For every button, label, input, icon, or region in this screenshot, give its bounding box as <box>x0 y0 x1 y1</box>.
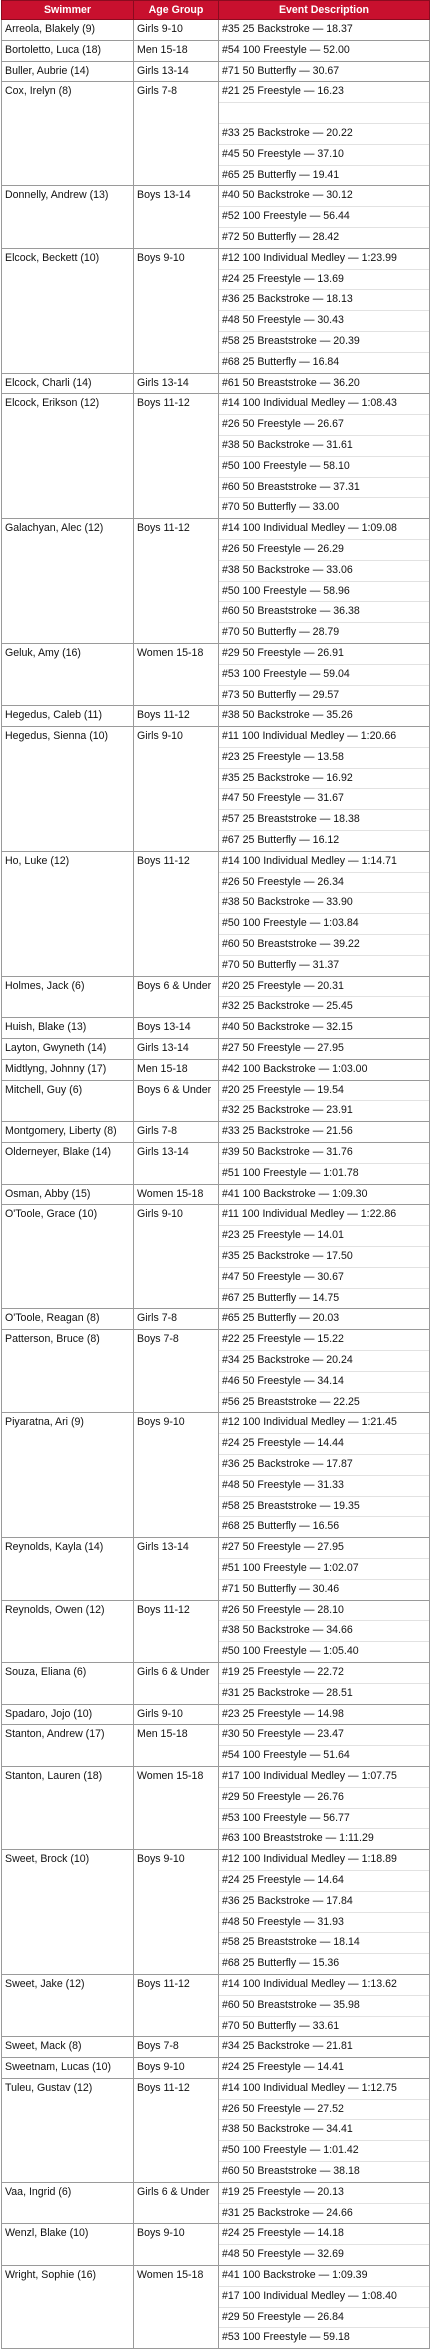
event-entry: #70 50 Butterfly — 33.00 <box>219 497 429 518</box>
event-entry: #48 50 Freestyle — 31.93 <box>219 1912 429 1933</box>
event-entry: #68 25 Butterfly — 15.36 <box>219 1953 429 1974</box>
age-group: Men 15-18 <box>134 1725 219 1767</box>
age-group: Girls 9-10 <box>134 727 219 852</box>
swimmer-name: Reynolds, Kayla (14) <box>2 1538 134 1600</box>
swimmer-name: Cox, Irelyn (8) <box>2 82 134 186</box>
event-entry: #38 50 Backstroke — 31.61 <box>219 435 429 456</box>
event-entry: #39 50 Backstroke — 31.76 <box>222 1146 353 1159</box>
swimmer-name: Geluk, Amy (16) <box>2 643 134 705</box>
table-header <box>2 1 430 20</box>
event-entry: #21 25 Freestyle — 16.23 <box>222 85 344 98</box>
age-group: Boys 11-12 <box>134 1974 219 2036</box>
event-entry: #26 50 Freestyle — 26.29 <box>219 539 429 560</box>
event-list <box>219 519 430 644</box>
event-entry: #60 50 Breaststroke — 35.98 <box>219 1995 429 2016</box>
event-list <box>219 1330 430 1413</box>
table-row <box>2 643 430 705</box>
event-entry: #48 50 Freestyle — 30.43 <box>219 310 429 331</box>
swimmer-name: Spadaro, Jojo (10) <box>2 1704 134 1725</box>
swimmer-name: Holmes, Jack (6) <box>2 976 134 1018</box>
age-group: Boys 11-12 <box>134 1600 219 1662</box>
age-group: Girls 9-10 <box>134 1205 219 1309</box>
event-entry: #30 50 Freestyle — 23.47 <box>222 1728 344 1741</box>
header-age-group: Age Group <box>134 1 219 20</box>
age-group: Boys 6 & Under <box>134 1080 219 1122</box>
table-row <box>2 1600 430 1662</box>
table-row <box>2 519 430 644</box>
event-list <box>219 1039 430 1060</box>
age-group: Boys 11-12 <box>134 394 219 519</box>
age-group: Girls 13-14 <box>134 1538 219 1600</box>
event-list <box>219 2182 430 2224</box>
table-row <box>2 1704 430 1725</box>
event-entry: #33 25 Backstroke — 20.22 <box>219 123 429 144</box>
event-entry: #38 50 Backstroke — 33.90 <box>219 892 429 913</box>
event-entry: #23 25 Freestyle — 14.01 <box>219 1225 429 1246</box>
event-entry: #60 50 Breaststroke — 38.18 <box>219 2161 429 2182</box>
swimmer-name: Wenzl, Blake (10) <box>2 2224 134 2266</box>
event-entry: #38 50 Backstroke — 34.66 <box>219 1620 429 1641</box>
event-entry: #38 50 Backstroke — 35.26 <box>222 709 353 722</box>
table-row <box>2 1018 430 1039</box>
event-entry: #40 50 Backstroke — 32.15 <box>222 1021 353 1034</box>
table-row <box>2 1309 430 1330</box>
event-entry: #26 50 Freestyle — 26.34 <box>219 872 429 893</box>
event-entry: #65 25 Butterfly — 19.41 <box>219 165 429 186</box>
table-row <box>2 1538 430 1600</box>
age-group: Girls 9-10 <box>134 1704 219 1725</box>
table-row <box>2 394 430 519</box>
event-entry: #50 100 Freestyle — 58.10 <box>219 456 429 477</box>
swimmer-name: Ho, Luke (12) <box>2 851 134 976</box>
event-list <box>219 1725 430 1767</box>
swimmer-name: Stanton, Andrew (17) <box>2 1725 134 1767</box>
swimmer-name: Arreola, Blakely (9) <box>2 20 134 41</box>
results-table <box>1 0 430 2349</box>
swimmer-name: Elcock, Beckett (10) <box>2 248 134 373</box>
event-entry: #29 50 Freestyle — 26.76 <box>219 1787 429 1808</box>
event-list <box>219 1766 430 1849</box>
swimmer-name: Reynolds, Owen (12) <box>2 1600 134 1662</box>
event-entry: #46 50 Freestyle — 34.14 <box>219 1371 429 1392</box>
swimmer-name: Midtlyng, Johnny (17) <box>2 1059 134 1080</box>
event-entry: #38 50 Backstroke — 33.06 <box>219 560 429 581</box>
table-row <box>2 1059 430 1080</box>
event-entry: #32 25 Backstroke — 23.91 <box>219 1100 429 1121</box>
event-entry: #38 50 Backstroke — 34.41 <box>219 2119 429 2140</box>
event-entry: #48 50 Freestyle — 31.33 <box>219 1475 429 1496</box>
event-entry: #36 25 Backstroke — 17.84 <box>219 1891 429 1912</box>
age-group: Girls 13-14 <box>134 373 219 394</box>
event-entry: #58 25 Breaststroke — 20.39 <box>219 331 429 352</box>
event-entry: #35 25 Backstroke — 18.37 <box>222 23 353 35</box>
event-entry: #36 25 Backstroke — 17.87 <box>219 1454 429 1475</box>
header-row <box>2 1 430 20</box>
event-entry: #57 25 Breaststroke — 18.38 <box>219 809 429 830</box>
event-list <box>219 2266 430 2349</box>
table-row <box>2 40 430 61</box>
event-list <box>219 1080 430 1122</box>
age-group: Boys 13-14 <box>134 186 219 248</box>
event-entry: #24 25 Freestyle — 13.69 <box>219 269 429 290</box>
event-list <box>219 1122 430 1143</box>
table-row <box>2 373 430 394</box>
event-list <box>219 2058 430 2079</box>
event-list <box>219 40 430 61</box>
event-entry: #51 100 Freestyle — 1:01.78 <box>219 1163 429 1184</box>
event-entry: #50 100 Freestyle — 58.96 <box>219 581 429 602</box>
age-group: Boys 9-10 <box>134 1413 219 1538</box>
age-group: Boys 11-12 <box>134 2078 219 2182</box>
event-entry: #12 100 Individual Medley — 1:23.99 <box>222 251 397 264</box>
event-list <box>219 1600 430 1662</box>
age-group: Boys 6 & Under <box>134 976 219 1018</box>
event-list <box>219 1309 430 1330</box>
event-list <box>219 1205 430 1309</box>
event-entry: #31 25 Backstroke — 24.66 <box>219 2203 429 2224</box>
event-list <box>219 706 430 727</box>
event-entry: #58 25 Breaststroke — 19.35 <box>219 1496 429 1517</box>
event-list <box>219 976 430 1018</box>
table-row <box>2 727 430 852</box>
age-group: Girls 7-8 <box>134 1122 219 1143</box>
event-list <box>219 727 430 852</box>
event-entry: #65 25 Butterfly — 20.03 <box>222 1312 340 1325</box>
event-list <box>219 61 430 82</box>
event-entry: #72 50 Butterfly — 28.42 <box>219 227 429 248</box>
event-entry: #26 50 Freestyle — 27.52 <box>219 2099 429 2120</box>
event-entry: #63 100 Breaststroke — 1:11.29 <box>219 1828 429 1849</box>
swimmer-name: Vaa, Ingrid (6) <box>2 2182 134 2224</box>
age-group: Men 15-18 <box>134 40 219 61</box>
event-entry: #20 25 Freestyle — 19.54 <box>222 1083 344 1096</box>
event-entry: #47 50 Freestyle — 30.67 <box>219 1267 429 1288</box>
event-list <box>219 1059 430 1080</box>
age-group: Girls 13-14 <box>134 61 219 82</box>
event-entry: #11 100 Individual Medley — 1:20.66 <box>222 730 397 743</box>
event-entry: #73 50 Butterfly — 29.57 <box>219 685 429 706</box>
event-entry: #50 100 Freestyle — 1:01.42 <box>219 2140 429 2161</box>
table-row <box>2 82 430 186</box>
table-row <box>2 61 430 82</box>
event-entry: #70 50 Butterfly — 33.61 <box>219 2016 429 2037</box>
age-group: Women 15-18 <box>134 1766 219 1849</box>
age-group: Boys 13-14 <box>134 1018 219 1039</box>
event-entry: #14 100 Individual Medley — 1:14.71 <box>222 854 397 867</box>
event-entry: #35 25 Backstroke — 17.50 <box>219 1246 429 1267</box>
event-entry: #36 25 Backstroke — 18.13 <box>219 289 429 310</box>
event-entry: #54 100 Freestyle — 52.00 <box>222 43 350 56</box>
event-entry: #67 25 Butterfly — 14.75 <box>219 1288 429 1309</box>
event-entry: #56 25 Breaststroke — 22.25 <box>219 1392 429 1413</box>
swimmer-name: Elcock, Erikson (12) <box>2 394 134 519</box>
event-entry: #26 50 Freestyle — 26.67 <box>219 414 429 435</box>
event-entry: #41 100 Backstroke — 1:09.39 <box>222 2269 368 2282</box>
table-row <box>2 1413 430 1538</box>
table-row <box>2 2266 430 2349</box>
swimmer-name: Sweet, Jake (12) <box>2 1974 134 2036</box>
age-group: Girls 7-8 <box>134 1309 219 1330</box>
event-entry: #52 100 Freestyle — 56.44 <box>219 206 429 227</box>
swimmer-name: O'Toole, Reagan (8) <box>2 1309 134 1330</box>
age-group: Women 15-18 <box>134 2266 219 2349</box>
age-group: Women 15-18 <box>134 643 219 705</box>
event-entry: #48 50 Freestyle — 32.69 <box>219 2244 429 2265</box>
table-row <box>2 1725 430 1767</box>
event-entry: #50 100 Freestyle — 1:05.40 <box>219 1641 429 1662</box>
table-body <box>2 20 430 2349</box>
swimmer-name: Buller, Aubrie (14) <box>2 61 134 82</box>
table-row <box>2 976 430 1018</box>
event-list <box>219 1704 430 1725</box>
event-list <box>219 1662 430 1704</box>
swimmer-name: Souza, Eliana (6) <box>2 1662 134 1704</box>
age-group: Boys 9-10 <box>134 2224 219 2266</box>
event-entry: #27 50 Freestyle — 27.95 <box>222 1042 344 1055</box>
table-row <box>2 1184 430 1205</box>
event-entry: #41 100 Backstroke — 1:09.30 <box>222 1187 368 1200</box>
age-group: Women 15-18 <box>134 1184 219 1205</box>
age-group: Boys 11-12 <box>134 519 219 644</box>
event-entry: #45 50 Freestyle — 37.10 <box>219 144 429 165</box>
age-group: Boys 9-10 <box>134 2058 219 2079</box>
event-entry: #14 100 Individual Medley — 1:09.08 <box>222 522 397 535</box>
header-event-description: Event Description <box>219 1 430 20</box>
swimmer-name: Sweet, Mack (8) <box>2 2037 134 2058</box>
swimmer-name: Patterson, Bruce (8) <box>2 1330 134 1413</box>
event-entry: #35 25 Backstroke — 16.92 <box>219 768 429 789</box>
event-entry: #20 25 Freestyle — 20.31 <box>222 979 344 992</box>
age-group: Boys 9-10 <box>134 248 219 373</box>
event-entry: #40 50 Backstroke — 30.12 <box>222 189 353 202</box>
swimmer-name: Sweetnam, Lucas (10) <box>2 2058 134 2079</box>
event-entry: #27 50 Freestyle — 27.95 <box>222 1541 344 1554</box>
table-row <box>2 20 430 41</box>
event-entry: #70 50 Butterfly — 31.37 <box>219 955 429 976</box>
swimmer-name: Hegedus, Caleb (11) <box>2 706 134 727</box>
table-row <box>2 1850 430 1975</box>
event-entry: #71 50 Butterfly — 30.46 <box>219 1579 429 1600</box>
age-group: Boys 7-8 <box>134 1330 219 1413</box>
age-group: Boys 11-12 <box>134 706 219 727</box>
header-swimmer: Swimmer <box>2 1 134 20</box>
event-entry: #22 25 Freestyle — 15.22 <box>222 1333 344 1346</box>
event-entry: #34 25 Backstroke — 20.24 <box>219 1350 429 1371</box>
event-list <box>219 2224 430 2266</box>
event-entry: #34 25 Backstroke — 21.81 <box>222 2040 353 2053</box>
swimmer-name: Olderneyer, Blake (14) <box>2 1143 134 1185</box>
event-list <box>219 1143 430 1185</box>
event-entry: #54 100 Freestyle — 51.64 <box>219 1745 429 1766</box>
swimmer-name: Piyaratna, Ari (9) <box>2 1413 134 1538</box>
event-entry: #47 50 Freestyle — 31.67 <box>219 788 429 809</box>
swimmer-name: Osman, Abby (15) <box>2 1184 134 1205</box>
event-entry: #12 100 Individual Medley — 1:18.89 <box>222 1853 397 1866</box>
event-entry: #71 50 Butterfly — 30.67 <box>222 64 340 77</box>
event-entry: #31 25 Backstroke — 28.51 <box>219 1683 429 1704</box>
event-list <box>219 20 430 41</box>
event-entry: #23 25 Freestyle — 14.98 <box>222 1707 344 1720</box>
table-row <box>2 2182 430 2224</box>
table-row <box>2 851 430 976</box>
event-entry: #60 50 Breaststroke — 37.31 <box>219 477 429 498</box>
swimmer-name: O'Toole, Grace (10) <box>2 1205 134 1309</box>
event-entry: #67 25 Butterfly — 16.12 <box>219 830 429 851</box>
event-entry: #24 25 Freestyle — 14.44 <box>219 1433 429 1454</box>
table-row <box>2 1143 430 1185</box>
age-group: Girls 6 & Under <box>134 2182 219 2224</box>
event-list <box>219 2037 430 2058</box>
age-group: Men 15-18 <box>134 1059 219 1080</box>
event-entry: #23 25 Freestyle — 13.58 <box>219 747 429 768</box>
table-row <box>2 1766 430 1849</box>
table-row <box>2 1330 430 1413</box>
event-list <box>219 1413 430 1538</box>
event-entry: #51 100 Freestyle — 1:02.07 <box>219 1558 429 1579</box>
table-row <box>2 706 430 727</box>
event-entry: #50 100 Freestyle — 1:03.84 <box>219 913 429 934</box>
event-entry: #70 50 Butterfly — 28.79 <box>219 622 429 643</box>
swimmer-name: Sweet, Brock (10) <box>2 1850 134 1975</box>
table-row <box>2 1205 430 1309</box>
swimmer-name: Bortoletto, Luca (18) <box>2 40 134 61</box>
event-entry: #60 50 Breaststroke — 39.22 <box>219 934 429 955</box>
event-entry <box>219 102 429 123</box>
event-entry: #58 25 Breaststroke — 18.14 <box>219 1932 429 1953</box>
swimmer-name: Huish, Blake (13) <box>2 1018 134 1039</box>
event-list <box>219 1850 430 1975</box>
age-group: Boys 9-10 <box>134 1850 219 1975</box>
event-entry: #61 50 Breaststroke — 36.20 <box>222 376 360 389</box>
event-list <box>219 1018 430 1039</box>
event-list <box>219 2078 430 2182</box>
table-row <box>2 1122 430 1143</box>
table-row <box>2 2078 430 2182</box>
event-entry: #29 50 Freestyle — 26.84 <box>219 2307 429 2328</box>
event-entry: #19 25 Freestyle — 22.72 <box>222 1665 344 1678</box>
swimmer-name: Wright, Sophie (16) <box>2 2266 134 2349</box>
event-entry: #14 100 Individual Medley — 1:13.62 <box>222 1977 397 1990</box>
table-row <box>2 2037 430 2058</box>
age-group: Girls 9-10 <box>134 20 219 41</box>
event-entry: #11 100 Individual Medley — 1:22.86 <box>222 1208 397 1221</box>
swimmer-name: Stanton, Lauren (18) <box>2 1766 134 1849</box>
event-entry: #53 100 Freestyle — 59.18 <box>219 2327 429 2348</box>
event-entry: #17 100 Individual Medley — 1:07.75 <box>222 1769 397 1782</box>
swimmer-name: Layton, Gwyneth (14) <box>2 1039 134 1060</box>
age-group: Girls 13-14 <box>134 1143 219 1185</box>
event-list <box>219 1184 430 1205</box>
event-entry: #17 100 Individual Medley — 1:08.40 <box>219 2286 429 2307</box>
event-entry: #19 25 Freestyle — 20.13 <box>222 2185 344 2198</box>
table-row <box>2 1039 430 1060</box>
swimmer-name: Elcock, Charli (14) <box>2 373 134 394</box>
event-entry: #32 25 Backstroke — 25.45 <box>219 996 429 1017</box>
event-list <box>219 851 430 976</box>
age-group: Girls 6 & Under <box>134 1662 219 1704</box>
table-row <box>2 1974 430 2036</box>
swimmer-name: Galachyan, Alec (12) <box>2 519 134 644</box>
age-group: Girls 7-8 <box>134 82 219 186</box>
event-list <box>219 82 430 186</box>
event-entry: #14 100 Individual Medley — 1:08.43 <box>222 397 397 410</box>
age-group: Girls 13-14 <box>134 1039 219 1060</box>
swimmer-name: Hegedus, Sienna (10) <box>2 727 134 852</box>
event-entry: #60 50 Breaststroke — 36.38 <box>219 601 429 622</box>
table-row <box>2 1080 430 1122</box>
table-row <box>2 1662 430 1704</box>
event-entry: #42 100 Backstroke — 1:03.00 <box>222 1062 368 1075</box>
swimmer-name: Mitchell, Guy (6) <box>2 1080 134 1122</box>
event-entry: #68 25 Butterfly — 16.56 <box>219 1516 429 1537</box>
swimmer-name: Tuleu, Gustav (12) <box>2 2078 134 2182</box>
table-row <box>2 2224 430 2266</box>
event-entry: #29 50 Freestyle — 26.91 <box>222 646 344 659</box>
event-list <box>219 394 430 519</box>
event-list <box>219 186 430 248</box>
age-group: Boys 11-12 <box>134 851 219 976</box>
event-entry: #24 25 Freestyle — 14.41 <box>222 2061 344 2074</box>
event-entry: #12 100 Individual Medley — 1:21.45 <box>222 1416 397 1429</box>
event-list <box>219 373 430 394</box>
event-list <box>219 1974 430 2036</box>
event-entry: #14 100 Individual Medley — 1:12.75 <box>222 2081 397 2094</box>
event-entry: #68 25 Butterfly — 16.84 <box>219 352 429 373</box>
table-row <box>2 186 430 248</box>
event-list <box>219 1538 430 1600</box>
event-entry: #24 25 Freestyle — 14.18 <box>222 2227 344 2240</box>
table-row <box>2 2058 430 2079</box>
event-entry: #53 100 Freestyle — 59.04 <box>219 664 429 685</box>
swimmer-name: Montgomery, Liberty (8) <box>2 1122 134 1143</box>
event-entry: #53 100 Freestyle — 56.77 <box>219 1808 429 1829</box>
table-row <box>2 248 430 373</box>
event-list <box>219 248 430 373</box>
event-entry: #26 50 Freestyle — 28.10 <box>222 1603 344 1616</box>
event-entry: #24 25 Freestyle — 14.64 <box>219 1870 429 1891</box>
swimmer-name: Donnelly, Andrew (13) <box>2 186 134 248</box>
event-entry: #33 25 Backstroke — 21.56 <box>222 1125 353 1138</box>
age-group: Boys 7-8 <box>134 2037 219 2058</box>
event-list <box>219 643 430 705</box>
